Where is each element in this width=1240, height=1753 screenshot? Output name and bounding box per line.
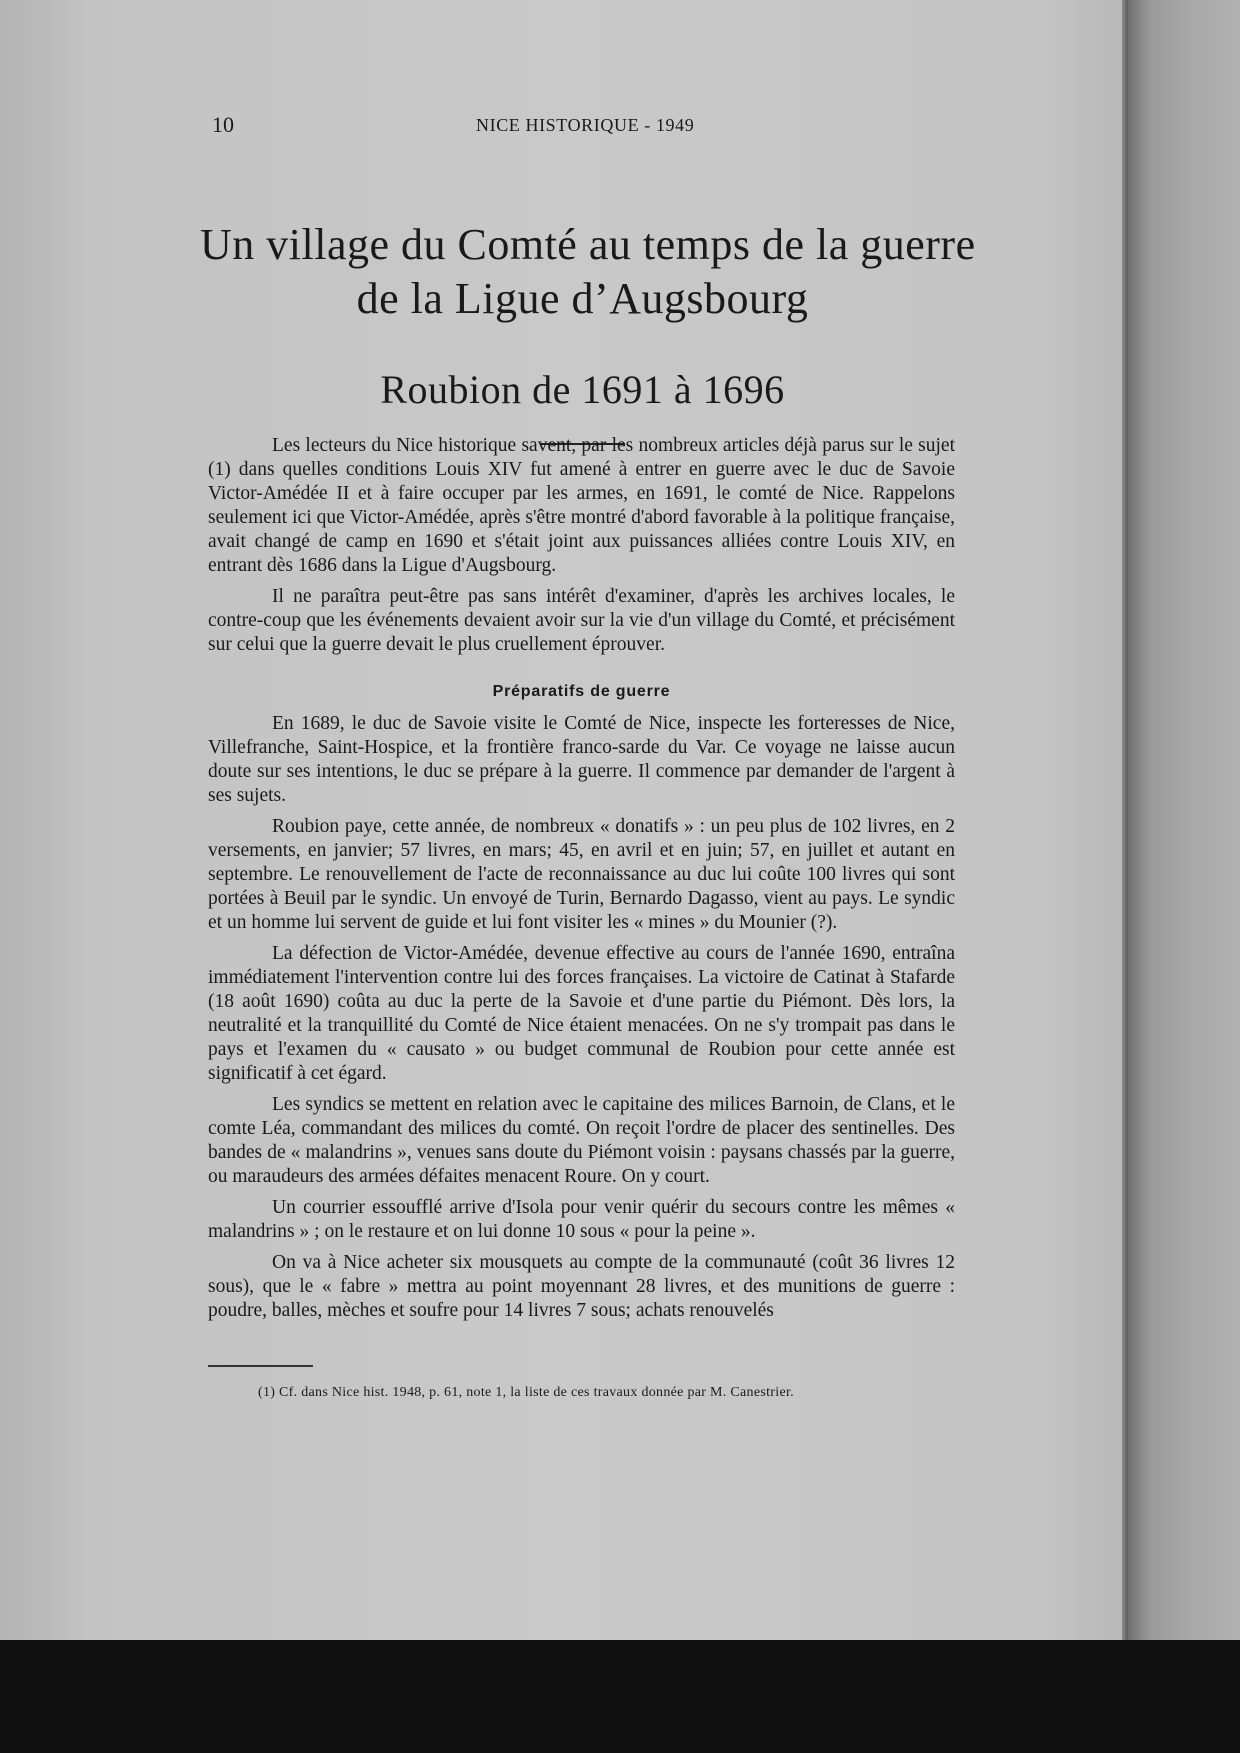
article-title-line-1: Un village du Comté au temps de la guerre bbox=[200, 220, 976, 269]
section-paragraph-2: Roubion paye, cette année, de nombreux « donatifs » : un peu plus de 102 livres, en 2 versements, en janvier; 57 livres, en mars; 45, en avril et en juin; 57, en juillet et autant en septembre. Le renouvellement de l'acte de reconnaissance au duc lui coûte 100 livres qui sont portées à Beuil par le syndic. Un envoyé de Turin, Bernardo Dagasso, vient au pays. Le syndic et un homme lui servent de guide et lui font visiter les « mines » du Mounier (?). bbox=[208, 816, 955, 933]
running-header bbox=[0, 112, 1128, 142]
adjacent-page-edge bbox=[1128, 0, 1240, 1640]
scan-background bbox=[0, 1640, 1240, 1753]
article-title-block bbox=[200, 218, 976, 445]
article-body bbox=[208, 434, 955, 1330]
footnote: (1) Cf. dans Nice hist. 1948, p. 61, note 1, la liste de ces travaux donnée par M. Canestrier. bbox=[258, 1385, 794, 1400]
running-title: NICE HISTORIQUE - 1949 bbox=[476, 115, 695, 135]
intro-paragraph-1: Les lecteurs du Nice historique savent, par les nombreux articles déjà parus sur le sujet (1) dans quelles conditions Louis XIV fut amené à entrer en guerre avec le duc de Savoie Victor-Amédée II et à faire occuper par les armes, en 1691, le comté de Nice. Rappelons seulement ici que Victor-Amédée, après s'être montré d'abord favorable à la politique française, avait changé de camp en 1690 et s'était joint aux puissances alliées contre Louis XIV, en entrant dès 1686 dans la Ligue d'Augsbourg. bbox=[208, 435, 955, 576]
article-title-line-2: de la Ligue d’Augsbourg bbox=[356, 274, 809, 323]
intro-paragraph-2: Il ne paraîtra peut-être pas sans intérêt d'examiner, d'après les archives locales, le contre-coup que les événements devaient avoir sur la vie d'un village du Comté, et précisément sur celui que la guerre devait le plus cruellement éprouver. bbox=[208, 586, 955, 655]
article-subtitle: Roubion de 1691 à 1696 bbox=[380, 367, 785, 412]
footnote-divider bbox=[208, 1365, 313, 1367]
section-paragraph-1: En 1689, le duc de Savoie visite le Comté de Nice, inspecte les forteresses de Nice, Villefranche, Saint-Hospice, et la frontière franco-sarde du Var. Ce voyage ne laisse aucun doute sur ses intentions, le duc se prépare à la guerre. Il commence par demander de l'argent à ses sujets. bbox=[208, 713, 955, 806]
section-paragraph-4: Les syndics se mettent en relation avec le capitaine des milices Barnoin, de Clans, et le comte Léa, commandant des milices du comté. On reçoit l'ordre de placer des sentinelles. Des bandes de « malandrins », venues sans doute du Piémont voisin : paysans chassés par la guerre, ou maraudeurs des armées défaites menacent Roure. On y court. bbox=[208, 1094, 955, 1187]
section-heading: Préparatifs de guerre bbox=[492, 683, 671, 700]
section-paragraph-3: La défection de Victor-Amédée, devenue effective au cours de l'année 1690, entraîna immédiatement l'intervention contre lui des forces françaises. La victoire de Catinat à Stafarde (18 août 1690) coûta au duc la perte de la Savoie et d'une partie du Piémont. Dès lors, la neutralité et la tranquillité du Comté de Nice étaient menacées. On ne s'y trompait pas dans le pays et l'examen du « causato » ou budget communal de Roubion pour cette année est significatif à cet égard. bbox=[208, 943, 955, 1084]
page-number: 10 bbox=[212, 112, 234, 137]
section-paragraph-6: On va à Nice acheter six mousquets au compte de la communauté (coût 36 livres 12 sous), que le « fabre » mettra au point moyennant 28 livres, et des munitions de guerre : poudre, balles, mèches et soufre pour 14 livres 7 sous; achats renouvelés bbox=[208, 1252, 955, 1321]
section-paragraph-5: Un courrier essoufflé arrive d'Isola pour venir quérir du secours contre les mêmes « malandrins » ; on le restaure et on lui donne 10 sous « pour la peine ». bbox=[208, 1197, 955, 1242]
